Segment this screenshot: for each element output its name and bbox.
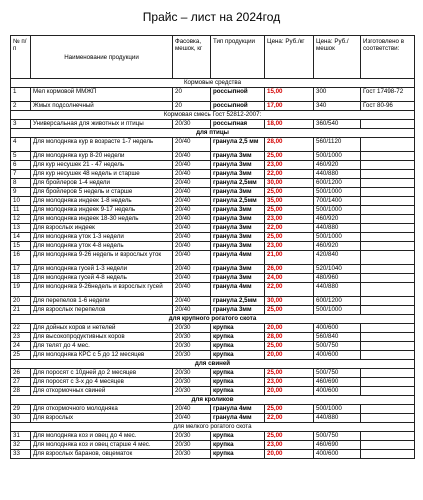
cell-type: гранула 3мм: [211, 274, 265, 283]
cell-num: 14: [11, 233, 31, 242]
cell-price-bag: 500/1000: [314, 306, 361, 315]
table-row: [11, 88, 415, 102]
cell-standard: [361, 161, 415, 170]
cell-pack: 20/40: [173, 242, 211, 251]
cell-price-bag: 460/920: [314, 242, 361, 251]
cell-pack: 20/30: [173, 450, 211, 459]
cell-pack: 20/30: [173, 378, 211, 387]
cell-pack: 20/40: [173, 265, 211, 274]
section-row: [11, 315, 415, 324]
cell-price-kg: 24,00: [265, 274, 314, 283]
cell-name: Мел кормовой ММЖП: [31, 88, 173, 102]
cell-standard: [361, 251, 415, 265]
cell-price-bag: 500/750: [314, 342, 361, 351]
section-row: [11, 360, 415, 369]
table-row: [11, 251, 415, 265]
cell-name: Для взрослых баранов, овцематок: [31, 450, 173, 459]
cell-type: крупка: [211, 387, 265, 396]
cell-num: 6: [11, 161, 31, 170]
cell-standard: [361, 242, 415, 251]
cell-name: Для молодняка коз и овец старше 4 мес.: [31, 441, 173, 450]
cell-standard: [361, 441, 415, 450]
cell-num: 13: [11, 224, 31, 233]
cell-pack: 20/40: [173, 206, 211, 215]
cell-price-kg: 22,00: [265, 170, 314, 179]
cell-standard: [361, 283, 415, 297]
cell-pack: 20/40: [173, 306, 211, 315]
table-row: [11, 324, 415, 333]
header-type: Тип продукции: [211, 36, 265, 79]
cell-price-kg: 23,00: [265, 441, 314, 450]
cell-price-kg: 20,00: [265, 387, 314, 396]
table-body: [11, 79, 415, 459]
cell-price-kg: 22,00: [265, 283, 314, 297]
table-row: [11, 138, 415, 152]
cell-num: 15: [11, 242, 31, 251]
section-row: [11, 111, 415, 120]
cell-standard: [361, 333, 415, 342]
cell-price-kg: 30,00: [265, 179, 314, 188]
cell-pack: 20/30: [173, 369, 211, 378]
cell-num: 29: [11, 405, 31, 414]
cell-price-kg: 23,00: [265, 378, 314, 387]
cell-name: Для молодняка 9-26 недель и взрослых уток: [31, 251, 173, 265]
cell-price-kg: 28,00: [265, 333, 314, 342]
cell-type: россыпной: [211, 102, 265, 111]
cell-price-bag: 400/600: [314, 387, 361, 396]
cell-name: Для поросят с 10дней до 2 месяцев: [31, 369, 173, 378]
cell-type: гранула 4мм: [211, 251, 265, 265]
cell-standard: [361, 179, 415, 188]
cell-name: Для молодняка индеек 1-8 недель: [31, 197, 173, 206]
cell-standard: [361, 215, 415, 224]
header-standard: Изготовлено в соответстви:: [361, 36, 415, 79]
table-row: [11, 102, 415, 111]
table-row: [11, 120, 415, 129]
cell-price-bag: 600/1200: [314, 179, 361, 188]
cell-num: 18: [11, 274, 31, 283]
cell-type: гранула 3мм: [211, 233, 265, 242]
cell-num: 4: [11, 138, 31, 152]
cell-name: Для телят до 4 мес.: [31, 342, 173, 351]
cell-pack: 20/40: [173, 414, 211, 423]
cell-price-kg: 17,00: [265, 102, 314, 111]
cell-price-bag: 400/600: [314, 351, 361, 360]
cell-price-bag: 460/690: [314, 441, 361, 450]
header-num: № п/п: [11, 36, 31, 79]
cell-standard: [361, 297, 415, 306]
cell-pack: 20/30: [173, 432, 211, 441]
table-row: [11, 188, 415, 197]
cell-name: Для молодняка уток 1-3 недели: [31, 233, 173, 242]
cell-pack: 20/30: [173, 324, 211, 333]
cell-num: 22: [11, 324, 31, 333]
cell-num: 28: [11, 387, 31, 396]
section-title: для кроликов: [11, 396, 415, 405]
cell-standard: [361, 206, 415, 215]
cell-num: 30: [11, 414, 31, 423]
cell-price-kg: 20,00: [265, 324, 314, 333]
table-row: [11, 351, 415, 360]
cell-type: крупка: [211, 369, 265, 378]
cell-num: 27: [11, 378, 31, 387]
cell-price-bag: 500/750: [314, 432, 361, 441]
cell-price-bag: 300: [314, 88, 361, 102]
cell-price-kg: 20,00: [265, 450, 314, 459]
cell-pack: 20/30: [173, 120, 211, 129]
cell-standard: [361, 351, 415, 360]
cell-standard: [361, 274, 415, 283]
header-name: Наименование продукции: [31, 36, 173, 79]
cell-standard: [361, 378, 415, 387]
cell-name: Универсальная для животных и птицы: [31, 120, 173, 129]
cell-name: Для взрослых перепелов: [31, 306, 173, 315]
cell-price-kg: 21,00: [265, 251, 314, 265]
cell-price-kg: 25,00: [265, 342, 314, 351]
cell-price-bag: 420/840: [314, 251, 361, 265]
section-row: [11, 423, 415, 432]
cell-num: 25: [11, 351, 31, 360]
cell-name: Для поросят с 3-х до 4 месяцев: [31, 378, 173, 387]
cell-price-kg: 35,00: [265, 197, 314, 206]
table-row: [11, 441, 415, 450]
cell-type: гранула 2,5мм: [211, 197, 265, 206]
table-row: [11, 297, 415, 306]
cell-pack: 20/30: [173, 441, 211, 450]
cell-standard: [361, 387, 415, 396]
cell-type: крупка: [211, 432, 265, 441]
cell-num: 10: [11, 197, 31, 206]
cell-type: гранула 2,5мм: [211, 297, 265, 306]
cell-type: гранула 4мм: [211, 283, 265, 297]
section-row: [11, 396, 415, 405]
cell-standard: [361, 188, 415, 197]
cell-price-bag: 600/1200: [314, 297, 361, 306]
cell-price-bag: 440/880: [314, 170, 361, 179]
table-row: [11, 450, 415, 459]
cell-name: Для кур несушек 21 - 47 недель: [31, 161, 173, 170]
cell-num: 21: [11, 306, 31, 315]
cell-type: россыпная: [211, 120, 265, 129]
cell-name: Для молодняка кур в возрасте 1-7 недель: [31, 138, 173, 152]
cell-pack: 20/40: [173, 215, 211, 224]
cell-type: гранула 4мм: [211, 405, 265, 414]
cell-standard: [361, 152, 415, 161]
cell-pack: 20/40: [173, 197, 211, 206]
cell-name: Для молодняка уток 4-8 недель: [31, 242, 173, 251]
cell-price-kg: 25,00: [265, 405, 314, 414]
cell-price-kg: 23,00: [265, 242, 314, 251]
cell-price-bag: 400/600: [314, 450, 361, 459]
cell-price-bag: 460/920: [314, 215, 361, 224]
cell-pack: 20/40: [173, 152, 211, 161]
cell-type: гранула 3мм: [211, 206, 265, 215]
cell-price-bag: 500/1000: [314, 188, 361, 197]
cell-pack: 20/40: [173, 233, 211, 242]
cell-type: крупка: [211, 378, 265, 387]
cell-type: крупка: [211, 342, 265, 351]
cell-name: Для откормочного молодняка: [31, 405, 173, 414]
cell-type: гранула 3мм: [211, 306, 265, 315]
cell-pack: 20/30: [173, 387, 211, 396]
cell-num: 31: [11, 432, 31, 441]
cell-type: гранула 4мм: [211, 414, 265, 423]
cell-type: гранула 3мм: [211, 242, 265, 251]
cell-type: гранула 2,5 мм: [211, 138, 265, 152]
cell-num: 9: [11, 188, 31, 197]
table-row: [11, 152, 415, 161]
table-row: [11, 342, 415, 351]
price-table: [10, 35, 415, 459]
cell-pack: 20/40: [173, 224, 211, 233]
cell-pack: 20/40: [173, 405, 211, 414]
cell-pack: 20/30: [173, 351, 211, 360]
table-row: [11, 283, 415, 297]
cell-pack: 20/40: [173, 274, 211, 283]
table-row: [11, 306, 415, 315]
cell-price-bag: 440/880: [314, 283, 361, 297]
document-title: Прайс – лист на 2024год: [142, 10, 281, 24]
cell-price-kg: 30,00: [265, 297, 314, 306]
cell-num: 26: [11, 369, 31, 378]
cell-standard: [361, 306, 415, 315]
cell-price-kg: 23,00: [265, 161, 314, 170]
cell-pack: 20/40: [173, 251, 211, 265]
cell-standard: [361, 450, 415, 459]
cell-name: Жмых подсолнечный: [31, 102, 173, 111]
cell-num: 24: [11, 342, 31, 351]
cell-standard: [361, 233, 415, 242]
cell-price-bag: 400/600: [314, 324, 361, 333]
table-row: [11, 333, 415, 342]
cell-type: крупка: [211, 450, 265, 459]
table-row: [11, 215, 415, 224]
cell-type: гранула 3мм: [211, 161, 265, 170]
cell-num: 11: [11, 206, 31, 215]
cell-price-bag: 700/1400: [314, 197, 361, 206]
cell-pack: 20: [173, 102, 211, 111]
cell-price-bag: 460/690: [314, 378, 361, 387]
cell-price-kg: 25,00: [265, 206, 314, 215]
cell-price-kg: 25,00: [265, 306, 314, 315]
cell-price-kg: 22,00: [265, 414, 314, 423]
cell-price-kg: 25,00: [265, 432, 314, 441]
cell-pack: 20/40: [173, 138, 211, 152]
cell-name: Для молодняка кур 8-20 недели: [31, 152, 173, 161]
section-title: Кормовые средства: [11, 79, 415, 88]
cell-standard: [361, 414, 415, 423]
cell-price-kg: 26,00: [265, 265, 314, 274]
cell-name: Для перепелов 1-6 недели: [31, 297, 173, 306]
table-row: [11, 242, 415, 251]
cell-type: россыпной: [211, 88, 265, 102]
cell-price-kg: 15,00: [265, 88, 314, 102]
cell-name: Для молодняка индеек 9-17 недель: [31, 206, 173, 215]
cell-num: 2: [11, 102, 31, 111]
cell-num: 20: [11, 297, 31, 306]
cell-name: Для молодняка индеек 18-30 недель: [31, 215, 173, 224]
cell-price-bag: 440/880: [314, 414, 361, 423]
table-header-row: [11, 36, 415, 79]
section-title: для крупного рогатого скота: [11, 315, 415, 324]
cell-type: гранула 3мм: [211, 265, 265, 274]
cell-price-kg: 28,00: [265, 138, 314, 152]
cell-num: 8: [11, 179, 31, 188]
table-row: [11, 432, 415, 441]
cell-pack: 20/40: [173, 297, 211, 306]
cell-pack: 20/40: [173, 188, 211, 197]
cell-num: 19: [11, 283, 31, 297]
cell-num: 32: [11, 441, 31, 450]
cell-pack: 20/40: [173, 161, 211, 170]
cell-name: Для молодняка гусей 1-3 недели: [31, 265, 173, 274]
cell-price-kg: 20,00: [265, 351, 314, 360]
cell-standard: [361, 138, 415, 152]
cell-name: Для дойных коров и нетелей: [31, 324, 173, 333]
cell-type: крупка: [211, 441, 265, 450]
cell-name: Для бройлеров 5 недель и старше: [31, 188, 173, 197]
header-pack: Фасовка, мешок, кг: [173, 36, 211, 79]
cell-type: гранула 2,5мм: [211, 179, 265, 188]
cell-standard: [361, 324, 415, 333]
section-title: для свиней: [11, 360, 415, 369]
cell-num: 5: [11, 152, 31, 161]
cell-price-bag: 360/540: [314, 120, 361, 129]
cell-pack: 20/40: [173, 170, 211, 179]
cell-price-bag: 560/840: [314, 333, 361, 342]
cell-name: Для молодняка гусей 4-8 недель: [31, 274, 173, 283]
section-title: Кормовая смесь Гост 52812-2007:: [11, 111, 415, 120]
cell-price-kg: 22,00: [265, 224, 314, 233]
cell-standard: [361, 265, 415, 274]
cell-price-bag: 440/880: [314, 224, 361, 233]
cell-pack: 20/30: [173, 333, 211, 342]
cell-standard: [361, 197, 415, 206]
table-row: [11, 265, 415, 274]
cell-price-kg: 25,00: [265, 233, 314, 242]
header-price-bag: Цена: Руб./ мешок: [314, 36, 361, 79]
cell-standard: [361, 170, 415, 179]
header-price-kg: Цена: Руб./кг: [265, 36, 314, 79]
cell-standard: [361, 369, 415, 378]
cell-type: крупка: [211, 333, 265, 342]
table-row: [11, 378, 415, 387]
cell-price-bag: 500/1000: [314, 233, 361, 242]
cell-standard: [361, 432, 415, 441]
cell-type: гранула 3мм: [211, 215, 265, 224]
table-row: [11, 233, 415, 242]
table-row: [11, 170, 415, 179]
table-row: [11, 405, 415, 414]
cell-type: гранула 3мм: [211, 170, 265, 179]
cell-num: 16: [11, 251, 31, 265]
cell-num: 1: [11, 88, 31, 102]
cell-num: 33: [11, 450, 31, 459]
section-title: для птицы: [11, 129, 415, 138]
cell-name: Для молодняка КРС с 5 до 12 месяцев: [31, 351, 173, 360]
cell-price-kg: 25,00: [265, 369, 314, 378]
cell-name: Для молодняка коз и овец до 4 мес.: [31, 432, 173, 441]
cell-price-bag: 480/960: [314, 274, 361, 283]
cell-name: Для кур несушек 48 недель и старше: [31, 170, 173, 179]
cell-price-kg: 18,00: [265, 120, 314, 129]
cell-standard: Гост 17498-72: [361, 88, 415, 102]
section-row: [11, 79, 415, 88]
cell-standard: Гост 80-96: [361, 102, 415, 111]
cell-name: Для высокопродуктивных коров: [31, 333, 173, 342]
cell-price-bag: 460/920: [314, 161, 361, 170]
cell-type: гранула 3мм: [211, 224, 265, 233]
cell-num: 23: [11, 333, 31, 342]
cell-num: 12: [11, 215, 31, 224]
cell-standard: [361, 120, 415, 129]
cell-standard: [361, 224, 415, 233]
cell-price-bag: 500/1000: [314, 152, 361, 161]
cell-pack: 20/40: [173, 283, 211, 297]
table-row: [11, 274, 415, 283]
cell-price-kg: 25,00: [265, 152, 314, 161]
cell-price-bag: 520/1040: [314, 265, 361, 274]
cell-price-bag: 560/1120: [314, 138, 361, 152]
table-row: [11, 387, 415, 396]
cell-name: Для откормочных свиней: [31, 387, 173, 396]
cell-price-bag: 340: [314, 102, 361, 111]
cell-pack: 20: [173, 88, 211, 102]
cell-name: Для взрослых: [31, 414, 173, 423]
cell-price-kg: 25,00: [265, 188, 314, 197]
cell-price-bag: 500/1000: [314, 206, 361, 215]
table-row: [11, 197, 415, 206]
cell-num: 7: [11, 170, 31, 179]
table-row: [11, 414, 415, 423]
cell-type: крупка: [211, 324, 265, 333]
cell-price-kg: 23,00: [265, 215, 314, 224]
cell-pack: 20/30: [173, 342, 211, 351]
cell-price-bag: 500/750: [314, 369, 361, 378]
cell-standard: [361, 405, 415, 414]
cell-name: Для бройлеров 1-4 недели: [31, 179, 173, 188]
cell-type: крупка: [211, 351, 265, 360]
cell-type: гранула 3мм: [211, 188, 265, 197]
table-row: [11, 369, 415, 378]
cell-num: 17: [11, 265, 31, 274]
cell-type: гранула 3мм: [211, 152, 265, 161]
cell-name: Для молодняка 9-26недель и взрослых гусей: [31, 283, 173, 297]
cell-name: Для взрослых индеек: [31, 224, 173, 233]
section-row: [11, 129, 415, 138]
table-row: [11, 179, 415, 188]
cell-standard: [361, 342, 415, 351]
table-row: [11, 206, 415, 215]
table-row: [11, 161, 415, 170]
cell-pack: 20/40: [173, 179, 211, 188]
cell-num: 3: [11, 120, 31, 129]
cell-price-bag: 500/1000: [314, 405, 361, 414]
section-title: для мелкого рогатого скота: [11, 423, 415, 432]
table-row: [11, 224, 415, 233]
